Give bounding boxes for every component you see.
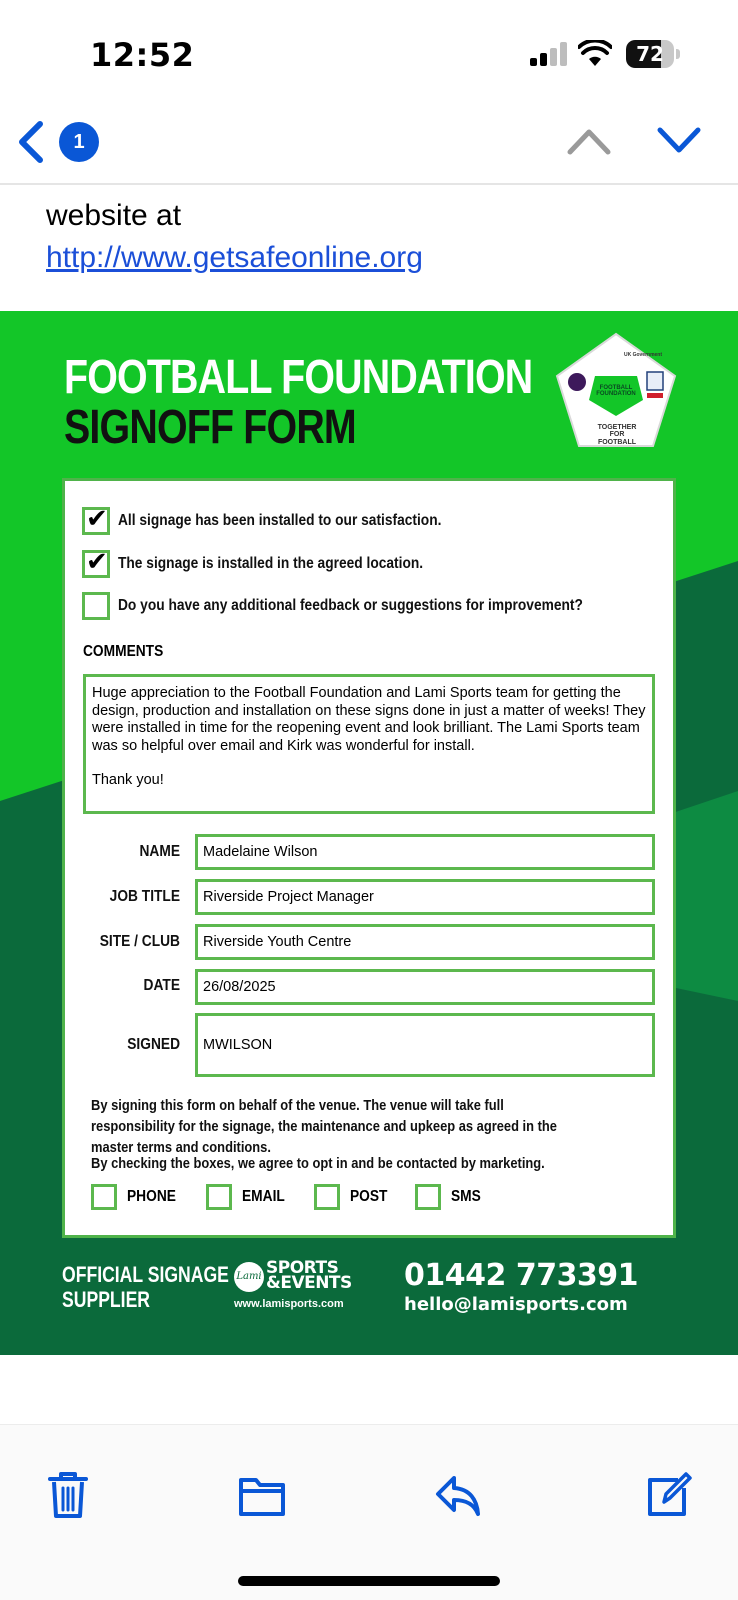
- opt-in-email-checkbox[interactable]: [206, 1184, 232, 1210]
- battery-percentage: 72: [636, 42, 664, 66]
- checkmark-icon: ✔: [86, 504, 108, 534]
- marketing-text: By checking the boxes, we agree to opt in and be contacted by marketing.: [91, 1155, 545, 1172]
- form-title-line1: FOOTBALL FOUNDATION: [64, 351, 533, 404]
- site-club-label: SITE / CLUB: [99, 933, 180, 950]
- nav-divider: [0, 183, 738, 185]
- comments-paragraph-1: Huge appreciation to the Football Foundation and Lami Sports team for getting the design, production and installation on these signs done in just a matter of weeks! They were installed in time for the reopening event and look brilliant. The Lami Sports team was so helpful over email and Kirk was wonderful for install.: [92, 685, 646, 754]
- lami-sports-logo-text: [266, 1258, 352, 1293]
- compose-icon[interactable]: [644, 1470, 692, 1520]
- battery-icon: [626, 40, 674, 68]
- checkbox-location[interactable]: [82, 547, 110, 578]
- checkbox-feedback[interactable]: [82, 592, 110, 620]
- footer-phone: 01442 773391: [404, 1258, 639, 1293]
- bottom-toolbar: [0, 1425, 738, 1600]
- check-label-location: The signage is installed in the agreed location.: [118, 555, 424, 572]
- lami-line-2: &EVENTS: [266, 1273, 352, 1293]
- official-line-1: OFFICIAL SIGNAGE: [62, 1262, 229, 1287]
- signed-field: MWILSON: [195, 1013, 655, 1077]
- date-field: 26/08/2025: [195, 969, 655, 1005]
- form-title-line2: SIGNOFF FORM: [64, 401, 356, 454]
- check-label-satisfaction: All signage has been installed to our satisfaction.: [118, 512, 442, 529]
- back-chevron-icon[interactable]: [14, 118, 48, 166]
- lami-url: www.lamisports.com: [234, 1298, 344, 1310]
- opt-in-sms-label: SMS: [451, 1188, 482, 1205]
- opt-in-sms-checkbox[interactable]: [415, 1184, 441, 1210]
- job-title-label: JOB TITLE: [109, 888, 180, 905]
- email-body-text: website at: [46, 199, 182, 232]
- status-bar: [0, 0, 738, 100]
- comments-label: COMMENTS: [83, 643, 164, 660]
- opt-in-phone[interactable]: [91, 1184, 184, 1210]
- opt-in-phone-label: PHONE: [127, 1188, 176, 1205]
- checkmark-icon: ✔: [86, 547, 108, 577]
- footer-email: hello@lamisports.com: [404, 1294, 628, 1315]
- trash-icon[interactable]: [44, 1470, 92, 1520]
- opt-in-post[interactable]: [314, 1184, 394, 1210]
- marketing-opt-in: [91, 1184, 508, 1210]
- official-line-2: SUPPLIER: [62, 1287, 151, 1312]
- home-indicator: [238, 1576, 500, 1586]
- date-label: DATE: [143, 977, 180, 994]
- previous-message-icon[interactable]: [566, 126, 612, 156]
- folder-icon[interactable]: [238, 1470, 286, 1520]
- next-message-icon[interactable]: [656, 126, 702, 156]
- lami-logo-icon: Lami: [234, 1262, 264, 1292]
- official-supplier-text: [62, 1262, 229, 1312]
- check-label-feedback: Do you have any additional feedback or suggestions for improvement?: [118, 597, 583, 614]
- cellular-signal-icon: [530, 42, 570, 66]
- comments-field: [83, 674, 655, 814]
- check-row-feedback[interactable]: [82, 591, 659, 621]
- opt-in-sms[interactable]: [415, 1184, 486, 1210]
- signed-label: SIGNED: [127, 1036, 180, 1053]
- opt-in-email-label: EMAIL: [241, 1188, 285, 1205]
- reply-icon[interactable]: [434, 1470, 482, 1520]
- unread-count-badge[interactable]: 1: [59, 122, 99, 162]
- site-club-field: Riverside Youth Centre: [195, 924, 655, 960]
- checkbox-satisfaction[interactable]: [82, 504, 110, 535]
- opt-in-email[interactable]: [206, 1184, 292, 1210]
- status-time: 12:52: [90, 36, 195, 74]
- badge-bottom-text: TOGETHER FOR FOOTBALL: [597, 424, 637, 446]
- badge-center-text: FOOTBALL FOUNDATION: [596, 385, 636, 398]
- getsafeonline-link[interactable]: http://www.getsafeonline.org: [46, 241, 423, 274]
- check-row-location[interactable]: [82, 549, 473, 579]
- name-field: Madelaine Wilson: [195, 834, 655, 870]
- opt-in-phone-checkbox[interactable]: [91, 1184, 117, 1210]
- disclaimer-text: By signing this form on behalf of the venue. The venue will take full responsibility for the signage, the maintenance and upkeep as agreed in the master terms and conditions.: [91, 1097, 557, 1156]
- opt-in-post-checkbox[interactable]: [314, 1184, 340, 1210]
- battery-nub: [676, 49, 680, 59]
- opt-in-post-label: POST: [349, 1188, 388, 1205]
- name-label: NAME: [139, 843, 180, 860]
- check-row-satisfaction[interactable]: [82, 506, 494, 536]
- lami-line-1: SPORTS: [266, 1258, 339, 1278]
- wifi-icon: [578, 40, 612, 68]
- badge-gov-text: UK Government: [623, 352, 663, 358]
- job-title-field: Riverside Project Manager: [195, 879, 655, 915]
- comments-paragraph-2: Thank you!: [92, 772, 164, 788]
